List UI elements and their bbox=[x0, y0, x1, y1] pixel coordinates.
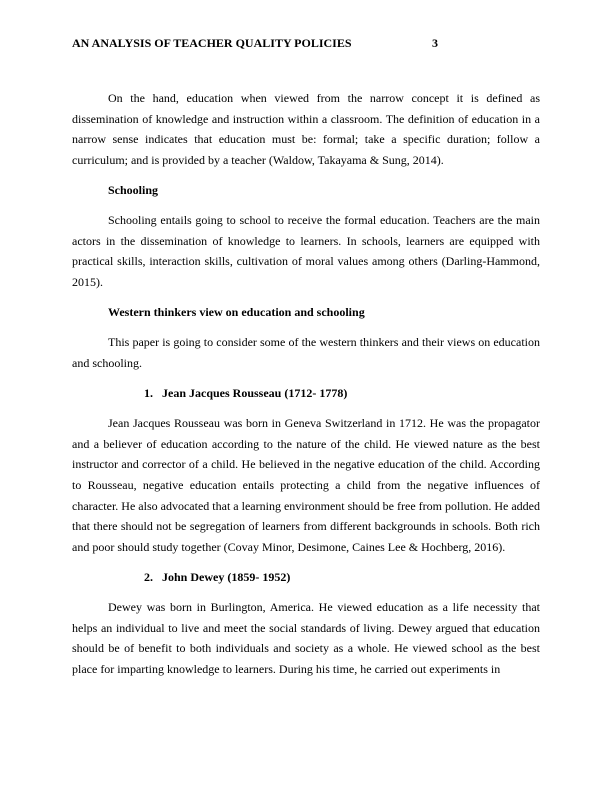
document-body bbox=[72, 88, 540, 680]
running-title: AN ANALYSIS OF TEACHER QUALITY POLICIES bbox=[72, 36, 352, 50]
heading-schooling: Schooling bbox=[108, 182, 159, 197]
heading-dewey bbox=[72, 567, 540, 588]
heading-rousseau bbox=[72, 383, 540, 404]
page-number: 3 bbox=[432, 36, 438, 50]
paragraph-dewey: Dewey was born in Burlington, America. He viewed education as a life necessity that helps an individual to live and meet the social standards of living. Dewey argued that education should be of benefit to both individuals and society as a whole. He viewed school as the best place for imparting knowledge to learners. During his time, he carried out experiments in bbox=[72, 600, 540, 676]
paragraph-western-intro: This paper is going to consider some of the western thinkers and their views on education and schooling. bbox=[72, 335, 540, 370]
list-number: 2. bbox=[144, 570, 153, 585]
list-number: 1. bbox=[144, 386, 153, 401]
heading-text: Jean Jacques Rousseau (1712- 1778) bbox=[162, 386, 348, 401]
heading-text: John Dewey (1859- 1952) bbox=[162, 570, 291, 585]
paragraph-rousseau: Jean Jacques Rousseau was born in Geneva Switzerland in 1712. He was the propagator and a believer of education according to the nature of the child. He viewed nature as the best instructor and corrector of a child. He believed in the negative education of the child. According to Rousseau, negative education entails protecting a child from the negative influences of character. He also advocated that a learning environment should be free from pollution. He added that there should not be segregation of learners from different backgrounds in schools. Both rich and poor should study together (Covay Minor, Desimone, Caines Lee & Hochberg, 2016). bbox=[72, 416, 540, 554]
paragraph-schooling: Schooling entails going to school to receive the formal education. Teachers are the main actors in the dissemination of knowledge to learners. In schools, learners are equipped with practical skills, interaction skills, cultivation of moral values among others (Darling-Hammond, 2015). bbox=[72, 213, 540, 289]
heading-western-thinkers: Western thinkers view on education and schooling bbox=[108, 305, 365, 320]
paragraph-education-narrow: On the hand, education when viewed from the narrow concept it is defined as dissemination of knowledge and instruction within a classroom. The definition of education in a narrow sense indicates that education must be: formal; take a specific duration; follow a curriculum; and is provided by a teacher (Waldow, Takayama & Sung, 2014). bbox=[72, 91, 540, 167]
